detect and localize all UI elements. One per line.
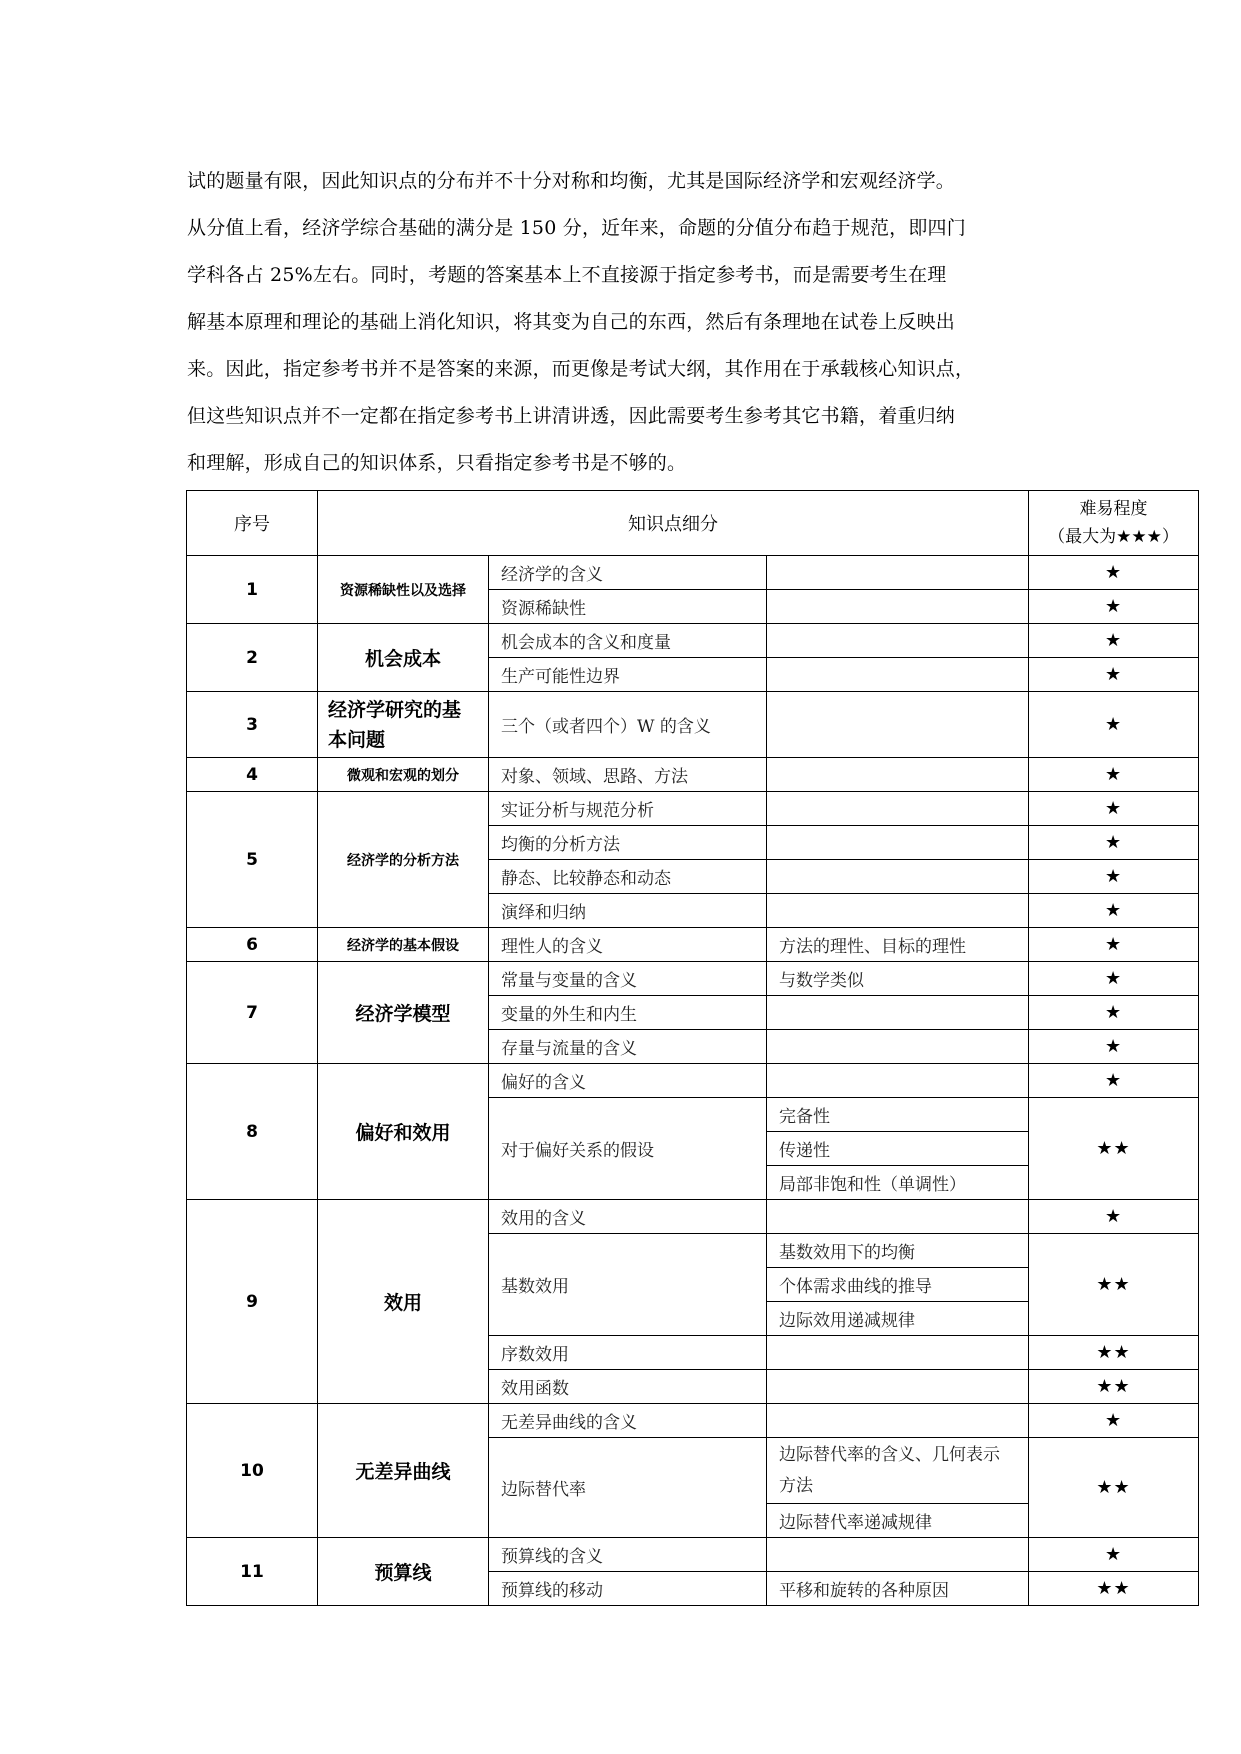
note-cell: 个体需求曲线的推导 (767, 1268, 1029, 1302)
paragraph-line: 解基本原理和理论的基础上消化知识，将其变为自己的东西，然后有条理地在试卷上反映出 (187, 311, 956, 333)
header-difficulty (1029, 491, 1199, 556)
note-cell (767, 758, 1029, 792)
note-cell: 边际替代率的含义、几何表示方法 (767, 1438, 1029, 1504)
difficulty-stars: ★ (1029, 556, 1199, 590)
topic-cell: 机会成本 (318, 624, 489, 692)
row-number: 4 (187, 758, 318, 792)
subtopic-cell: 均衡的分析方法 (489, 826, 767, 860)
intro-paragraph (187, 158, 1055, 487)
table-row (187, 624, 1199, 658)
row-number: 3 (187, 692, 318, 758)
difficulty-stars: ★ (1029, 590, 1199, 624)
note-cell (767, 1064, 1029, 1098)
paragraph-line: 和理解，形成自己的知识体系，只看指定参考书是不够的。 (187, 452, 687, 474)
subtopic-cell: 预算线的含义 (489, 1538, 767, 1572)
note-cell: 边际替代率递减规律 (767, 1504, 1029, 1538)
header-number: 序号 (187, 491, 318, 556)
subtopic-cell: 常量与变量的含义 (489, 962, 767, 996)
row-number: 5 (187, 792, 318, 928)
header-difficulty-line2: （最大为★★★） (1048, 527, 1179, 547)
subtopic-cell: 资源稀缺性 (489, 590, 767, 624)
note-cell (767, 860, 1029, 894)
topic-cell: 无差异曲线 (318, 1404, 489, 1538)
header-difficulty-line1: 难易程度 (1079, 499, 1148, 519)
knowledge-point-table (186, 490, 1199, 1606)
note-cell: 边际效用递减规律 (767, 1302, 1029, 1336)
topic-cell: 经济学的基本假设 (318, 928, 489, 962)
note-cell (767, 590, 1029, 624)
table-row (187, 1064, 1199, 1098)
subtopic-cell: 无差异曲线的含义 (489, 1404, 767, 1438)
topic-cell: 偏好和效用 (318, 1064, 489, 1200)
difficulty-stars: ★★ (1029, 1234, 1199, 1336)
table-row (187, 962, 1199, 996)
topic-cell: 经济学研究的基本问题 (318, 692, 489, 758)
topic-cell: 资源稀缺性以及选择 (318, 556, 489, 624)
row-number: 8 (187, 1064, 318, 1200)
note-cell (767, 792, 1029, 826)
difficulty-stars: ★ (1029, 758, 1199, 792)
difficulty-stars: ★ (1029, 1064, 1199, 1098)
subtopic-cell: 经济学的含义 (489, 556, 767, 590)
table-row (187, 1538, 1199, 1572)
table-row (187, 792, 1199, 826)
note-cell: 传递性 (767, 1132, 1029, 1166)
difficulty-stars: ★★ (1029, 1098, 1199, 1200)
subtopic-cell: 基数效用 (489, 1234, 767, 1336)
subtopic-cell: 预算线的移动 (489, 1572, 767, 1606)
paragraph-line: 来。因此，指定参考书并不是答案的来源，而更像是考试大纲，其作用在于承载核心知识点， (187, 358, 975, 380)
table-row (187, 1404, 1199, 1438)
subtopic-cell: 机会成本的含义和度量 (489, 624, 767, 658)
note-cell (767, 624, 1029, 658)
note-cell (767, 658, 1029, 692)
note-cell: 平移和旋转的各种原因 (767, 1572, 1029, 1606)
difficulty-stars: ★ (1029, 894, 1199, 928)
difficulty-stars: ★★ (1029, 1438, 1199, 1538)
subtopic-cell: 演绎和归纳 (489, 894, 767, 928)
subtopic-cell: 静态、比较静态和动态 (489, 860, 767, 894)
topic-cell: 微观和宏观的划分 (318, 758, 489, 792)
subtopic-cell: 对象、领域、思路、方法 (489, 758, 767, 792)
topic-cell: 经济学模型 (318, 962, 489, 1064)
header-detail: 知识点细分 (318, 491, 1029, 556)
subtopic-cell: 存量与流量的含义 (489, 1030, 767, 1064)
difficulty-stars: ★ (1029, 624, 1199, 658)
note-cell (767, 1200, 1029, 1234)
subtopic-cell: 三个（或者四个）W 的含义 (489, 692, 767, 758)
difficulty-stars: ★ (1029, 962, 1199, 996)
difficulty-stars: ★ (1029, 792, 1199, 826)
note-cell (767, 826, 1029, 860)
subtopic-cell: 变量的外生和内生 (489, 996, 767, 1030)
note-cell: 完备性 (767, 1098, 1029, 1132)
row-number: 6 (187, 928, 318, 962)
note-cell (767, 692, 1029, 758)
difficulty-stars: ★★ (1029, 1572, 1199, 1606)
row-number: 11 (187, 1538, 318, 1606)
paragraph-line: 从分值上看，经济学综合基础的满分是 150 分，近年来，命题的分值分布趋于规范，即四门 (187, 217, 966, 239)
difficulty-stars: ★ (1029, 692, 1199, 758)
row-number: 9 (187, 1200, 318, 1404)
difficulty-stars: ★ (1029, 826, 1199, 860)
table-row (187, 758, 1199, 792)
row-number: 2 (187, 624, 318, 692)
difficulty-stars: ★ (1029, 860, 1199, 894)
subtopic-cell: 边际替代率 (489, 1438, 767, 1538)
note-cell (767, 1538, 1029, 1572)
note-cell (767, 1336, 1029, 1370)
difficulty-stars: ★ (1029, 1200, 1199, 1234)
paragraph-line: 试的题量有限，因此知识点的分布并不十分对称和均衡，尤其是国际经济学和宏观经济学。 (187, 170, 956, 192)
subtopic-cell: 理性人的含义 (489, 928, 767, 962)
row-number: 7 (187, 962, 318, 1064)
subtopic-cell: 效用函数 (489, 1370, 767, 1404)
difficulty-stars: ★ (1029, 1030, 1199, 1064)
note-cell (767, 556, 1029, 590)
paragraph-line: 但这些知识点并不一定都在指定参考书上讲清讲透，因此需要考生参考其它书籍，着重归纳 (187, 405, 956, 427)
row-number: 1 (187, 556, 318, 624)
table-row (187, 1200, 1199, 1234)
difficulty-stars: ★ (1029, 996, 1199, 1030)
table-row (187, 928, 1199, 962)
topic-cell: 预算线 (318, 1538, 489, 1606)
note-cell (767, 1404, 1029, 1438)
subtopic-cell: 生产可能性边界 (489, 658, 767, 692)
subtopic-cell: 序数效用 (489, 1336, 767, 1370)
topic-cell: 经济学的分析方法 (318, 792, 489, 928)
row-number: 10 (187, 1404, 318, 1538)
subtopic-cell: 实证分析与规范分析 (489, 792, 767, 826)
difficulty-stars: ★★ (1029, 1336, 1199, 1370)
difficulty-stars: ★ (1029, 928, 1199, 962)
note-cell: 与数学类似 (767, 962, 1029, 996)
table-header-row (187, 491, 1199, 556)
note-cell: 方法的理性、目标的理性 (767, 928, 1029, 962)
difficulty-stars: ★★ (1029, 1370, 1199, 1404)
subtopic-cell: 效用的含义 (489, 1200, 767, 1234)
note-cell: 局部非饱和性（单调性） (767, 1166, 1029, 1200)
difficulty-stars: ★ (1029, 1404, 1199, 1438)
table-row (187, 692, 1199, 758)
subtopic-cell: 偏好的含义 (489, 1064, 767, 1098)
note-cell (767, 996, 1029, 1030)
difficulty-stars: ★ (1029, 658, 1199, 692)
topic-cell: 效用 (318, 1200, 489, 1404)
note-cell: 基数效用下的均衡 (767, 1234, 1029, 1268)
note-cell (767, 1030, 1029, 1064)
subtopic-cell: 对于偏好关系的假设 (489, 1098, 767, 1200)
note-cell (767, 894, 1029, 928)
note-cell (767, 1370, 1029, 1404)
paragraph-line: 学科各占 25%左右。同时，考题的答案基本上不直接源于指定参考书，而是需要考生在理 (187, 264, 947, 286)
table-row (187, 556, 1199, 590)
difficulty-stars: ★ (1029, 1538, 1199, 1572)
